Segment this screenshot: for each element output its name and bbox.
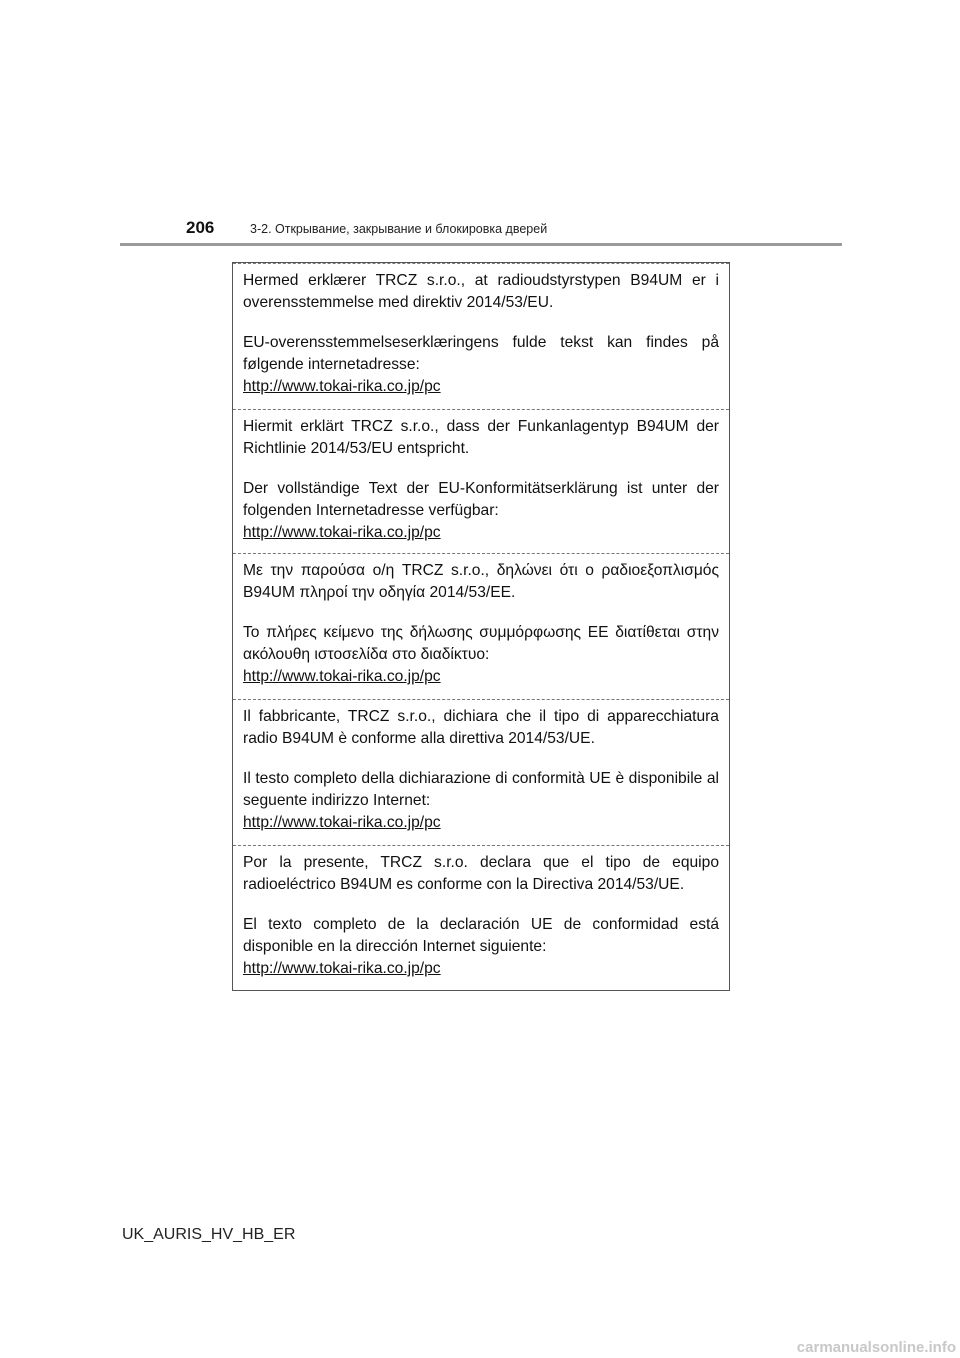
declaration-link[interactable]: http://www.tokai-rika.co.jp/pc: [243, 524, 441, 541]
declaration-statement: Με την παρούσα ο/η TRCZ s.r.o., δηλώνει ότι ο ραδιοεξοπλισμός B94UM πληροί την οδηγία 2014/53/ΕΕ.: [243, 562, 719, 601]
header-divider: [120, 243, 842, 246]
document-code: UK_AURIS_HV_HB_ER: [122, 1226, 296, 1243]
declaration-greek: [233, 553, 729, 699]
declaration-spanish: [233, 845, 729, 990]
watermark: carmanualsonline.info: [796, 1339, 956, 1356]
declaration-table: [232, 262, 730, 991]
declaration-danish: [233, 263, 729, 409]
declaration-statement: Hiermit erklärt TRCZ s.r.o., dass der Funkanlagentyp B94UM der Richtlinie 2014/53/EU entspricht.: [243, 418, 719, 457]
declaration-availability: EU-overensstemmelseserklæringens fulde tekst kan findes på følgende internetadresse:: [243, 334, 719, 373]
declaration-german: [233, 409, 729, 553]
declaration-availability: El texto completo de la declaración UE de conformidad está disponible en la dirección Internet siguiente:: [243, 916, 719, 955]
section-title: 3-2. Открывание, закрывание и блокировка дверей: [250, 222, 548, 236]
declaration-link[interactable]: http://www.tokai-rika.co.jp/pc: [243, 814, 441, 831]
declaration-italian: [233, 699, 729, 845]
declaration-statement: Hermed erklærer TRCZ s.r.o., at radioudstyrstypen B94UM er i overensstemmelse med direktiv 2014/53/EU.: [243, 272, 719, 311]
declaration-link[interactable]: http://www.tokai-rika.co.jp/pc: [243, 960, 441, 977]
declaration-availability: Der vollständige Text der EU-Konformitätserklärung ist unter der folgenden Internetadresse verfügbar:: [243, 480, 719, 519]
declaration-statement: Por la presente, TRCZ s.r.o. declara que el tipo de equipo radioeléctrico B94UM es conforme con la Directiva 2014/53/UE.: [243, 854, 719, 893]
declaration-availability: Το πλήρες κείμενο της δήλωσης συμμόρφωσης ΕΕ διατίθεται στην ακόλουθη ιστοσελίδα στο διαδίκτυο:: [243, 624, 719, 663]
declaration-link[interactable]: http://www.tokai-rika.co.jp/pc: [243, 378, 441, 395]
declaration-link[interactable]: http://www.tokai-rika.co.jp/pc: [243, 668, 441, 685]
page-header: [0, 0, 960, 250]
declaration-statement: Il fabbricante, TRCZ s.r.o., dichiara che il tipo di apparecchiatura radio B94UM è conforme alla direttiva 2014/53/UE.: [243, 708, 719, 747]
declaration-availability: Il testo completo della dichiarazione di conformità UE è disponibile al seguente indirizzo Internet:: [243, 770, 719, 809]
page-number: 206: [186, 218, 215, 237]
